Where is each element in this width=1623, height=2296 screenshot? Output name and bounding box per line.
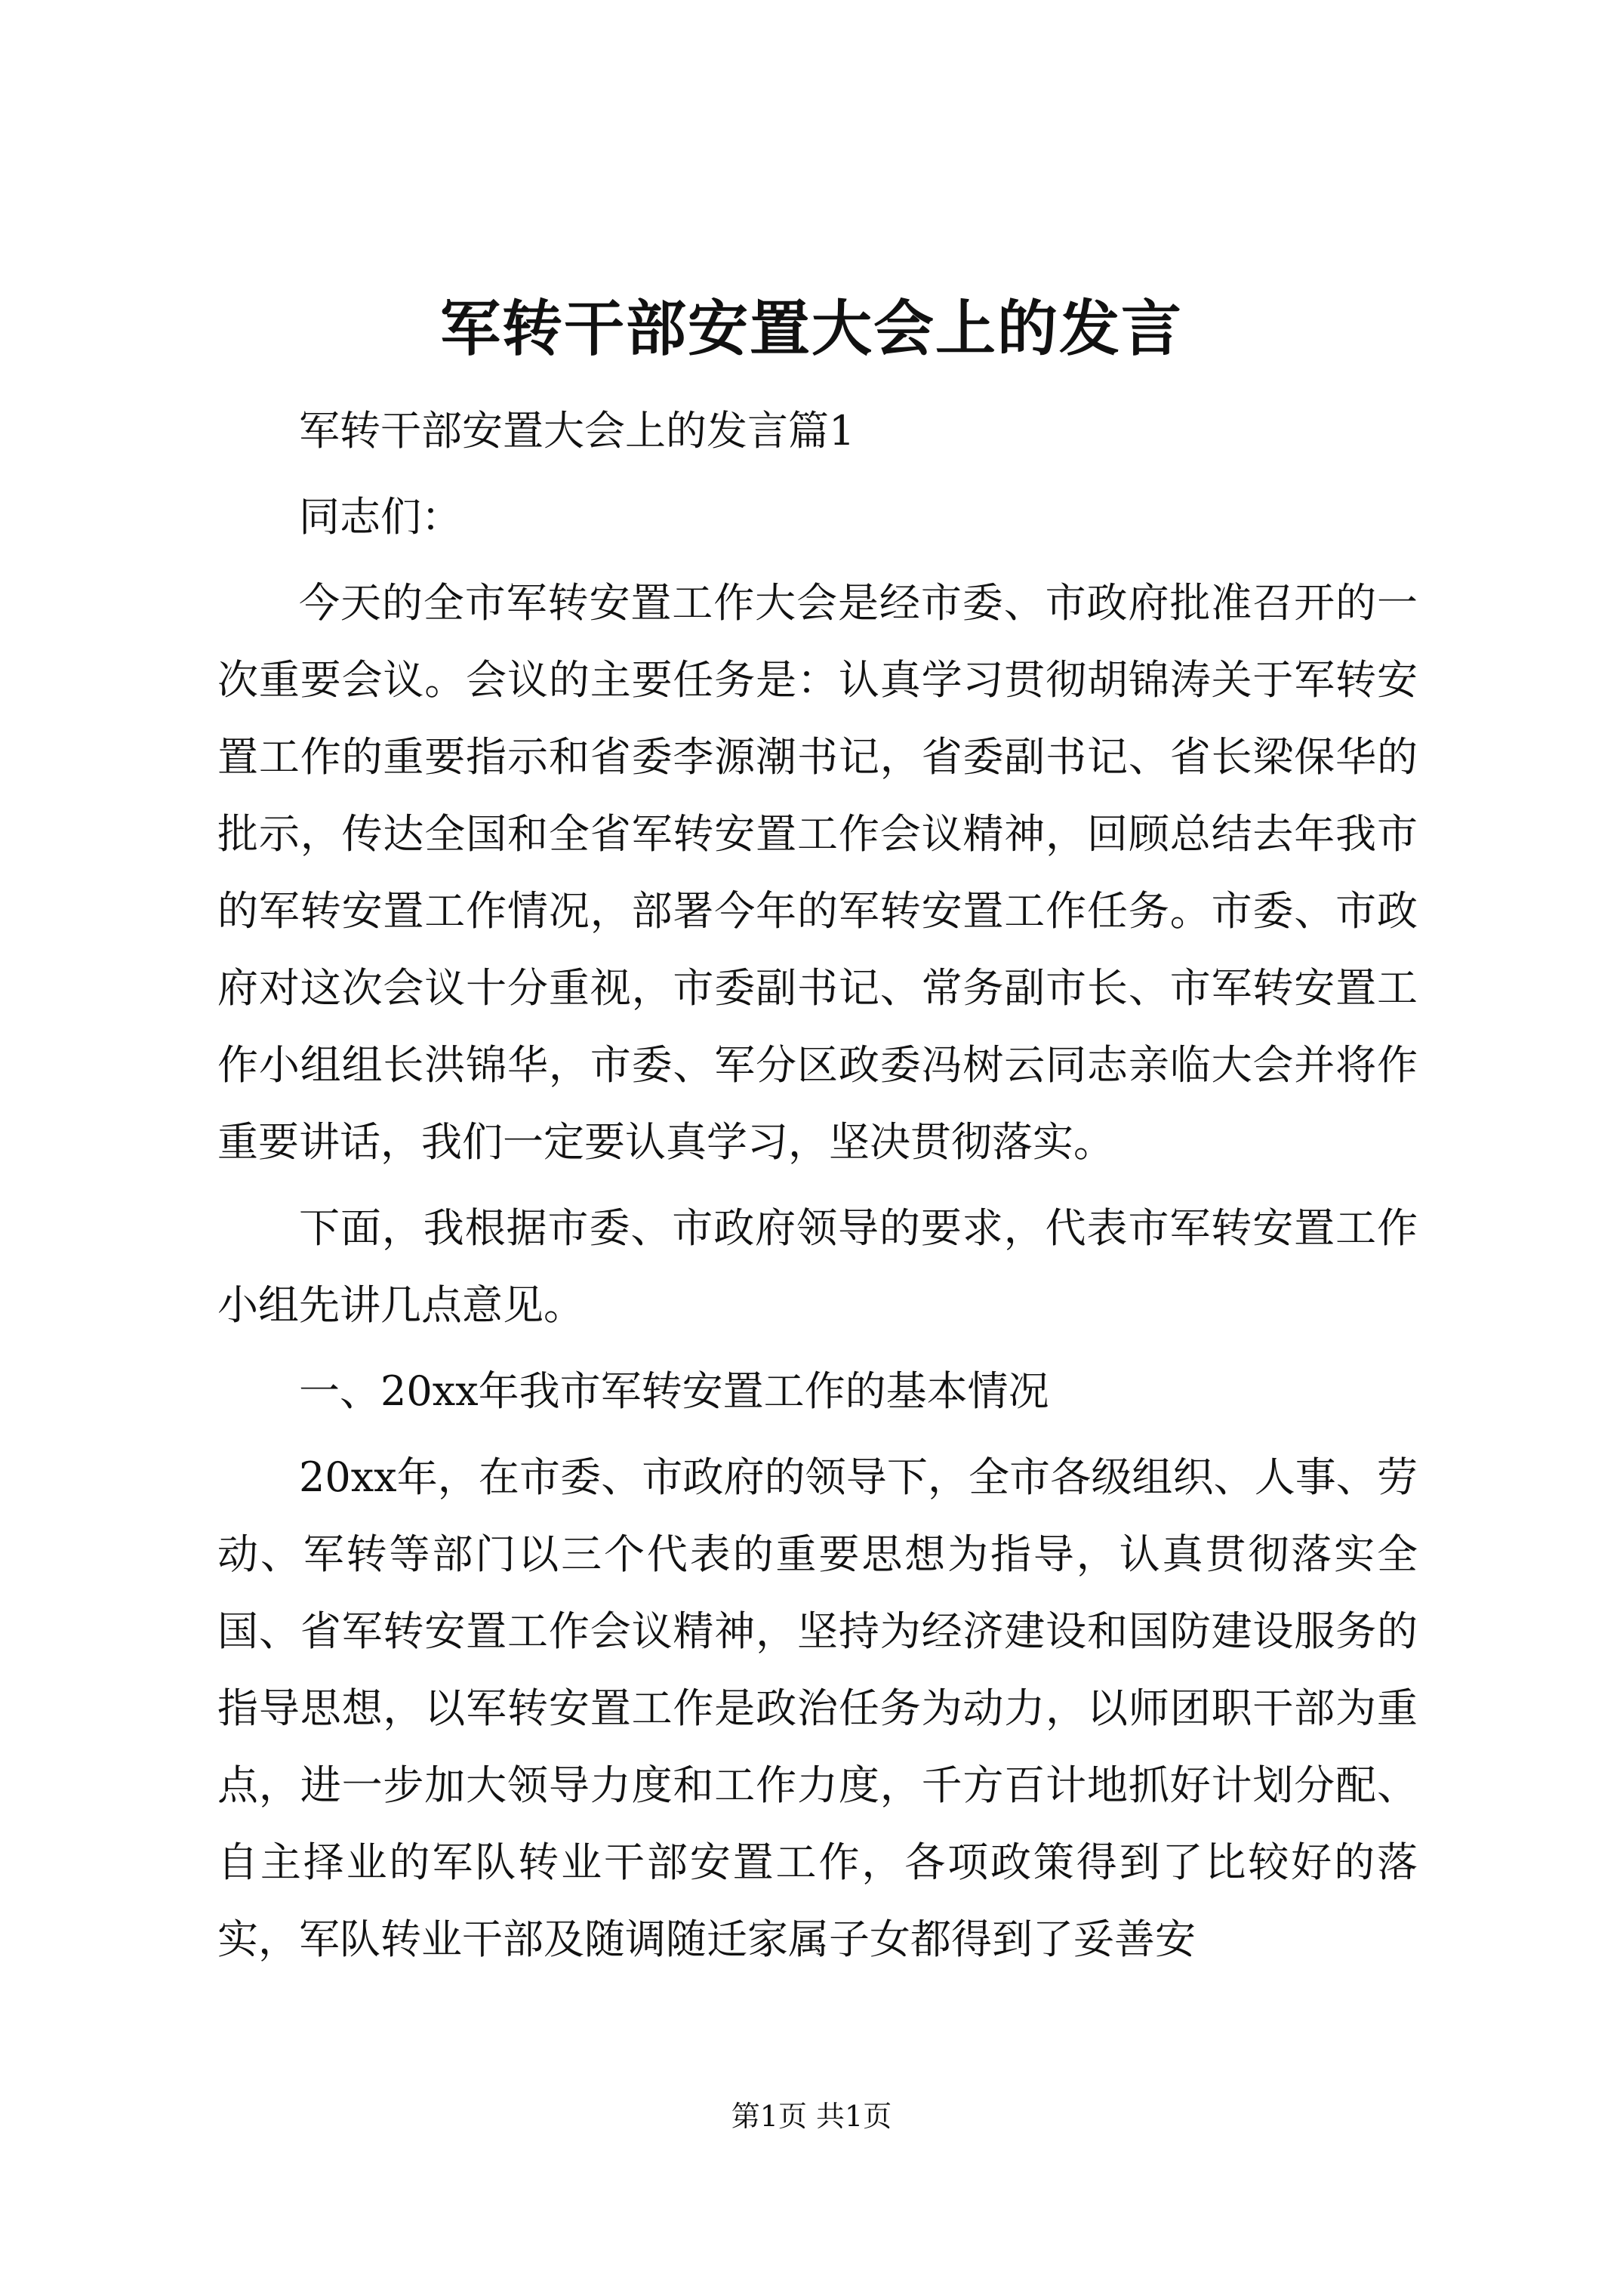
document-body [217, 393, 1418, 1978]
salutation-paragraph: 同志们： [299, 493, 462, 541]
body-paragraph: 今天的全市军转安置工作大会是经市委、市政府批准召开的一次重要会议。会议的主要任务是：认真学习贯彻胡锦涛关于军转安置工作的重要指示和省委李源潮书记，省委副书记、省长梁保华的批示，传达全国和全省军转安置工作会议精神，回顾总结去年我市的军转安置工作情况，部署今年的军转安置工作任务。市委、市政府对这次会议十分重视，市委副书记、常务副市长、市军转安置工作小组组长洪锦华，市委、军分区政委冯树云同志亲临大会并将作重要讲话，我们一定要认真学习，坚决贯彻落实。 [217, 579, 1418, 1166]
subtitle-paragraph: 军转干部安置大会上的发言篇1 [299, 407, 855, 455]
page-number-footer: 第1页 共1页 [731, 2100, 892, 2133]
document-title: 军转干部安置大会上的发言 [440, 293, 1183, 364]
body-paragraph: 20xx年，在市委、市政府的领导下，全市各级组织、人事、劳动、军转等部门以三个代表的重要思想为指导，认真贯彻落实全国、省军转安置工作会议精神，坚持为经济建设和国防建设服务的指导思想，以军转安置工作是政治任务为动力，以师团职干部为重点，进一步加大领导力度和工作力度，千方百计地抓好计划分配、自主择业的军队转业干部安置工作，各项政策得到了比较好的落实，军队转业干部及随调随迁家属子女都得到了妥善安 [217, 1453, 1418, 1963]
body-paragraph: 下面，我根据市委、市政府领导的要求，代表市军转安置工作小组先讲几点意见。 [217, 1204, 1418, 1329]
section-heading: 一、20xx年我市军转安置工作的基本情况 [299, 1367, 1049, 1415]
